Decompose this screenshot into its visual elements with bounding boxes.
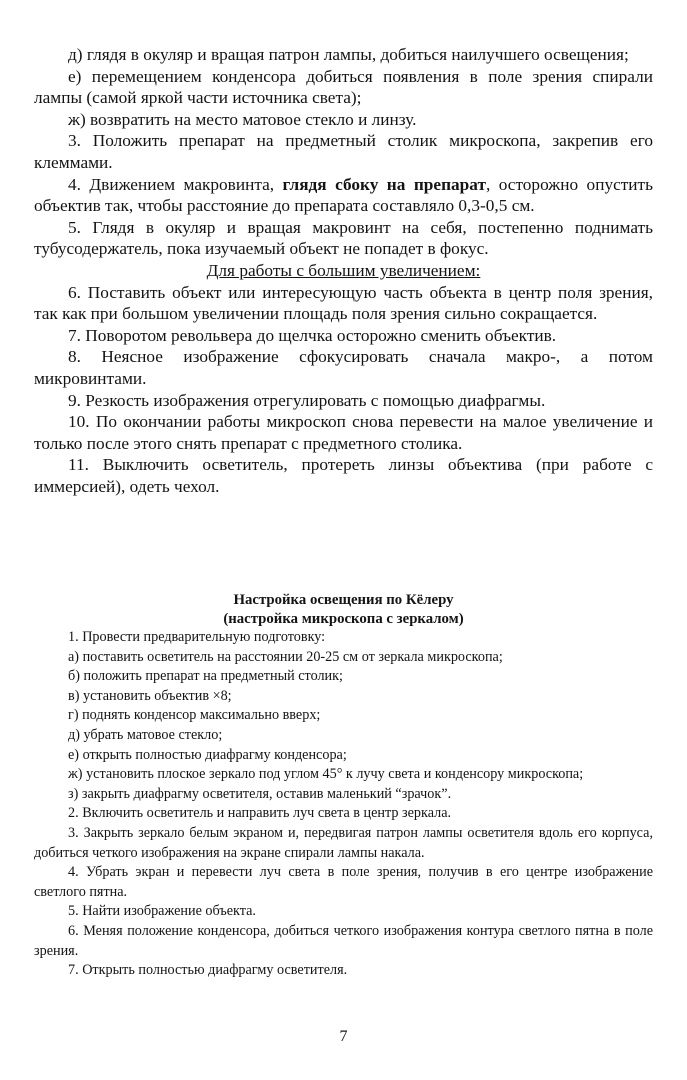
main-text-block [34, 44, 653, 497]
paragraph-10: 10. По окончании работы микроскоп снова перевести на малое увеличение и только после этого снять препарат с предметного столика. [34, 412, 653, 453]
paragraph-11: 11. Выключить осветитель, протереть линзы объектива (при работе с иммерсией), одеть чехол. [34, 455, 653, 496]
section-step: з) закрыть диафрагму осветителя, оставив маленький “зрачок”. [68, 785, 452, 802]
section-step: б) положить препарат на предметный столик; [68, 668, 343, 685]
paragraph-d: д) глядя в окуляр и вращая патрон лампы, добиться наилучшего освещения; [68, 45, 629, 64]
paragraph-zh: ж) возвратить на место матовое стекло и линзу. [68, 109, 417, 129]
page-number: 7 [339, 1028, 348, 1045]
paragraph-8: 8. Неясное изображение сфокусировать сначала макро-, а потом микровинтами. [34, 347, 653, 388]
paragraph-e: е) перемещением конденсора добиться появления в поле зрения спирали лампы (самой яркой части источника света); [34, 66, 653, 108]
paragraph-7: 7. Поворотом револьвера до щелчка осторожно сменить объектив. [68, 325, 557, 345]
section-step: 7. Открыть полностью диафрагму осветителя. [68, 962, 348, 979]
section-step: 1. Провести предварительную подготовку: [68, 629, 326, 645]
section-step: г) поднять конденсор максимально вверх; [68, 707, 321, 724]
section-step: а) поставить осветитель на расстоянии 20-25 см от зеркала микроскопа; [68, 648, 503, 665]
high-magnification-heading: Для работы с большим увеличением: [206, 260, 481, 280]
paragraph-4-bold: глядя сбоку на препарат [282, 174, 486, 194]
section-steps [34, 628, 653, 981]
section-subtitle: (настройка микроскопа с зеркалом) [223, 610, 464, 627]
section-step: 2. Включить осветитель и направить луч света в центр зеркала. [68, 805, 452, 822]
section-title: Настройка освещения по Кёлеру [233, 592, 454, 608]
paragraph-4 [34, 174, 653, 217]
paragraph-4-start: 4. Движением макровинта, [68, 174, 283, 194]
section-step: в) установить объектив ×8; [68, 687, 232, 704]
section-step: 3. Закрыть зеркало белым экраном и, передвигая патрон лампы осветителя вдоль его корпуса, добиться четкого изображения на экране спирали лампы накала. [34, 824, 653, 861]
koehler-section [34, 591, 653, 981]
section-step: 5. Найти изображение объекта. [68, 903, 256, 920]
section-step: 4. Убрать экран и перевести луч света в поле зрения, получив в его центре изображение светлого пятна. [34, 864, 653, 900]
section-step: д) убрать матовое стекло; [68, 726, 223, 743]
paragraph-5: 5. Глядя в окуляр и вращая макровинт на себя, постепенно поднимать тубусодержатель, пока изучаемый объект не попадет в фокус. [34, 217, 653, 259]
paragraph-4-end: , осторожно опустить объектив так, чтобы расстояние до препарата составляло 0,3-0,5 см. [34, 174, 653, 216]
paragraph-6: 6. Поставить объект или интересующую часть объекта в центр поля зрения, так как при большом увеличении площадь поля зрения сильно сокращается. [34, 282, 653, 324]
section-step: ж) установить плоское зеркало под углом 45° к лучу света и конденсору микроскопа; [68, 766, 584, 783]
section-step: е) открыть полностью диафрагму конденсора; [68, 746, 347, 763]
section-step: 6. Меняя положение конденсора, добиться четкого изображения контура светлого пятна в поле зрения. [34, 922, 653, 959]
paragraph-9: 9. Резкость изображения отрегулировать с помощью диафрагмы. [68, 390, 546, 410]
paragraph-3: 3. Положить препарат на предметный столик микроскопа, закрепив его клеммами. [34, 131, 653, 172]
